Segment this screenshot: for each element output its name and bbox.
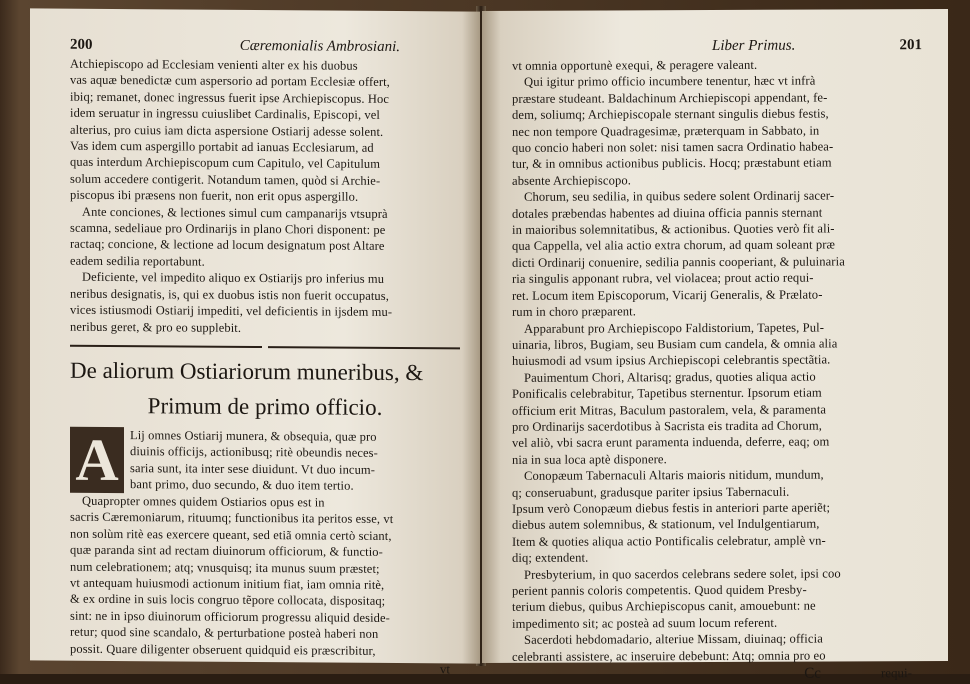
section-rule [70,345,460,350]
text-line: quo concio haberi non solet: nisi tamen sacra Ordinatio habea- [512,139,834,155]
left-para-4 [70,493,460,660]
right-page-number: 201 [899,37,922,54]
left-page-header [70,37,460,57]
text-line: sacris Cæremoniarum, rituumq; functionibus ita peritos esse, vt [70,510,394,527]
right-running-head: Liber Primus. [712,37,796,55]
text-line: Ante conciones, & lectiones simul cum campanarijs vtsuprà [82,204,388,221]
text-line: ractaq; concione, & lectione ad locum designatum post Altare [70,237,385,254]
text-line: piscopus ibi præsens non fuerit, non erit opus aspergillo. [70,187,359,204]
text-line: Chorum, seu sedilia, in quibus sedere solent Ordinarij sacer- [524,188,835,205]
text-line: huiusmodi ad vsum ipsius Archiepiscopi celebrantis spectãtia. [512,352,831,369]
left-para-3 [70,269,460,337]
text-line: perient pannis coloris competentis. Quod quidem Presby- [512,582,807,598]
text-line: Deficiente, vel impedito aliquo ex Ostiarijs pro inferius mu [82,270,385,287]
text-line: vas aquæ benedictæ cum aspersorio ad portam Ecclesiæ offert, [70,73,390,90]
text-line: Pauimentum Chori, Altarisq; gradus, quoties aliqua actio [524,369,816,385]
left-page [30,8,480,677]
text-line: retur; quod sine scandalo, & perturbatione posteà haberi non [70,624,379,642]
text-line: pro Ordinarijs sacerdotibus à Sacrista eis tradita ad Chorum, [512,418,823,434]
text-line: Qui igitur primo officio incumbere tenentur, hæc vt infrà [524,73,816,90]
left-para-1 [70,56,460,206]
text-line: bant primo, duo secundo, & duo item tertio. [130,477,354,493]
text-line: tur, & in omnibus actionibus publicis. Hocq; præstabunt etiam [512,155,832,172]
text-line: Item & quoties aliqua actio Pontificalis celebratur, amplè vn- [512,533,826,549]
text-line: uinaria, libros, Bugiam, seu Busiam cum candela, & omnia alia [512,336,838,352]
text-line: num celebrationem; atq; vnusquisq; ita munus suum præstet; [70,559,380,576]
text-line: celebranti assistere, ac inseruire debebunt: Atq; omnia pro eo [512,648,826,664]
text-line: quas interdum Archiepiscopum cum Capitulo, vel Capitulum [70,155,381,172]
text-line: vt omnia opportunè exequi, & peragere valeant. [512,57,758,73]
text-line: non solùm ritè eas exercere queant, sed etiã omnia certò sciant, [70,526,392,543]
text-line: Presbyterium, in quo sacerdos celebrans sedere solet, ipsi coo [524,566,841,582]
section-title-line-1: De aliorum Ostiariorum muneribus, & [70,357,424,386]
text-line: Apparabunt pro Archiepiscopo Faldistorium, Tapetes, Pul- [524,320,825,336]
left-running-head: Cæremonialis Ambrosiani. [239,37,400,56]
text-line: Atchiepiscopo ad Ecclesiam venienti alter ex his duobus [70,56,358,73]
section-title-line-2: Primum de primo officio. [147,393,383,420]
text-line: qua Cappella, vel alia actio extra chorum, ad quam soleant præ [512,237,836,254]
text-line: saria sunt, ita inter sese diuidunt. Vt duo incum- [130,460,376,477]
signature-mark: Cc [804,665,821,682]
text-line: Conopæum Tabernaculi Altaris maioris nitidum, mundum, [524,467,824,483]
right-catchword: requi- [880,665,912,681]
text-line: eadem sedilia reportabunt. [70,253,205,269]
left-page-number: 200 [70,36,93,53]
text-line: ibiq; remanet, donec ingressus fuerit ipse Archiepiscopus. Hoc [70,89,389,106]
decorated-initial: A [70,427,124,493]
text-line: & ex ordine in suis locis congruo tẽpore collocata, dispositaq; [70,592,386,609]
text-line: neribus designatis, is, qui ex duobus istis non fuerit occupatus, [70,286,389,303]
text-line: Quapropter omnes quidem Ostiarios opus est in [82,493,325,510]
text-line: diq; extendent. [512,550,589,566]
initial-block [70,427,460,496]
text-line: quæ paranda sint ad rectam diuinorum officiorum, & functio- [70,542,383,560]
left-body [70,56,460,678]
text-line: Lij omnes Ostiarij munera, & obsequia, quæ pro [130,428,377,444]
text-line: vices istiusmodi Ostiarij impediti, vel deficientis in ijsdem mu- [70,302,393,320]
right-page-header [512,37,922,56]
text-line: idem seruatur in ingressu cuiuslibet Cardinalis, Episcopi, vel [70,105,380,123]
text-line: possit. Quare diligenter obseruent quidquid eis præscribitur, [70,641,376,658]
text-line: vt antequam huiusmodi actionum initium fiat, iam omnia ritè, [70,575,385,592]
text-line: neribus geret, & pro eo supplebit. [70,319,242,335]
left-para-2 [70,203,460,271]
text-line: nec non tempore Quadragesimæ, præterquam in Sabbato, in [512,123,820,139]
text-line: dotales præbendas habentes ad diuina officia pannis sternant [512,205,823,221]
text-line: nia in sua loca aptè disponere. [512,451,667,467]
text-line: dicti Ordinarij conuenire, sedilia pannis cooperiant, & puluinaria [512,254,845,270]
left-footer [70,659,460,678]
text-line: ret. Locum item Episcoporum, Vicarij Generalis, & Prælato- [512,287,823,303]
right-footer [512,665,922,684]
text-line: ria singulis apponant rubra, vel violacea; prout actio requi- [512,270,814,287]
text-line: sint: ne in ipso diuinorum officiorum progressu aliquid deside- [70,608,390,625]
text-line: Ponificalis celebrabitur, Tapetibus sternentur. Ipsorum etiam [512,385,822,402]
text-line: alterius, pro cuius iam dicta aspersione Ostiarij adesse solent. [70,122,384,139]
text-line: terium diebus, quibus Archiepiscopus canit, amouebunt: ne [512,598,816,615]
text-line: in maioribus solemnitatibus, & actionibus. Quoties verò fit ali- [512,221,835,237]
left-catchword: vt [439,661,450,677]
text-line: diuinis officijs, actionibusq; ritè obeundis neces- [130,444,378,461]
text-line: Vas idem cum aspergillo portabit ad ianuas Ecclesiarum, ad [70,138,374,155]
text-line: officium erit Mitras, Baculum pastoralem, vela, & paramenta [512,402,827,418]
text-line: diebus autem solemnibus, & stationum, vel Indulgentiarum, [512,516,820,533]
text-line: scamna, sedeliaue pro Ordinarijs in plano Chori disponent: pe [70,220,386,237]
text-line: præstare studeant. Baldachinum Archiepiscopi appendant, fe- [512,90,828,106]
initial-lines [130,427,460,495]
right-body [512,56,922,665]
text-line: dem, soliumq; Archiepiscopale sternant singulis diebus festis, [512,106,829,123]
right-page [482,9,948,682]
text-line: absente Archiepiscopo. [512,173,632,188]
text-line: q; conseruabunt, gradusque pariter ipsius Tabernaculi. [512,484,790,500]
text-line: impedimento sit; ac posteà ad suum locum referent. [512,615,778,631]
text-line: solum accedere contigerit. Notandum tamen, quòd si Archie- [70,171,381,188]
text-line: Ipsum verò Conopæum diebus festis in anteriori parte aperiẽt; [512,500,831,516]
text-line: rum in choro præparent. [512,304,637,319]
text-line: vel aliò, vbi sacra erunt paramenta induenda, deferre, eaq; om [512,434,830,451]
text-line: Sacerdoti hebdomadario, alteriue Missam, diuinaq; officia [524,631,823,648]
